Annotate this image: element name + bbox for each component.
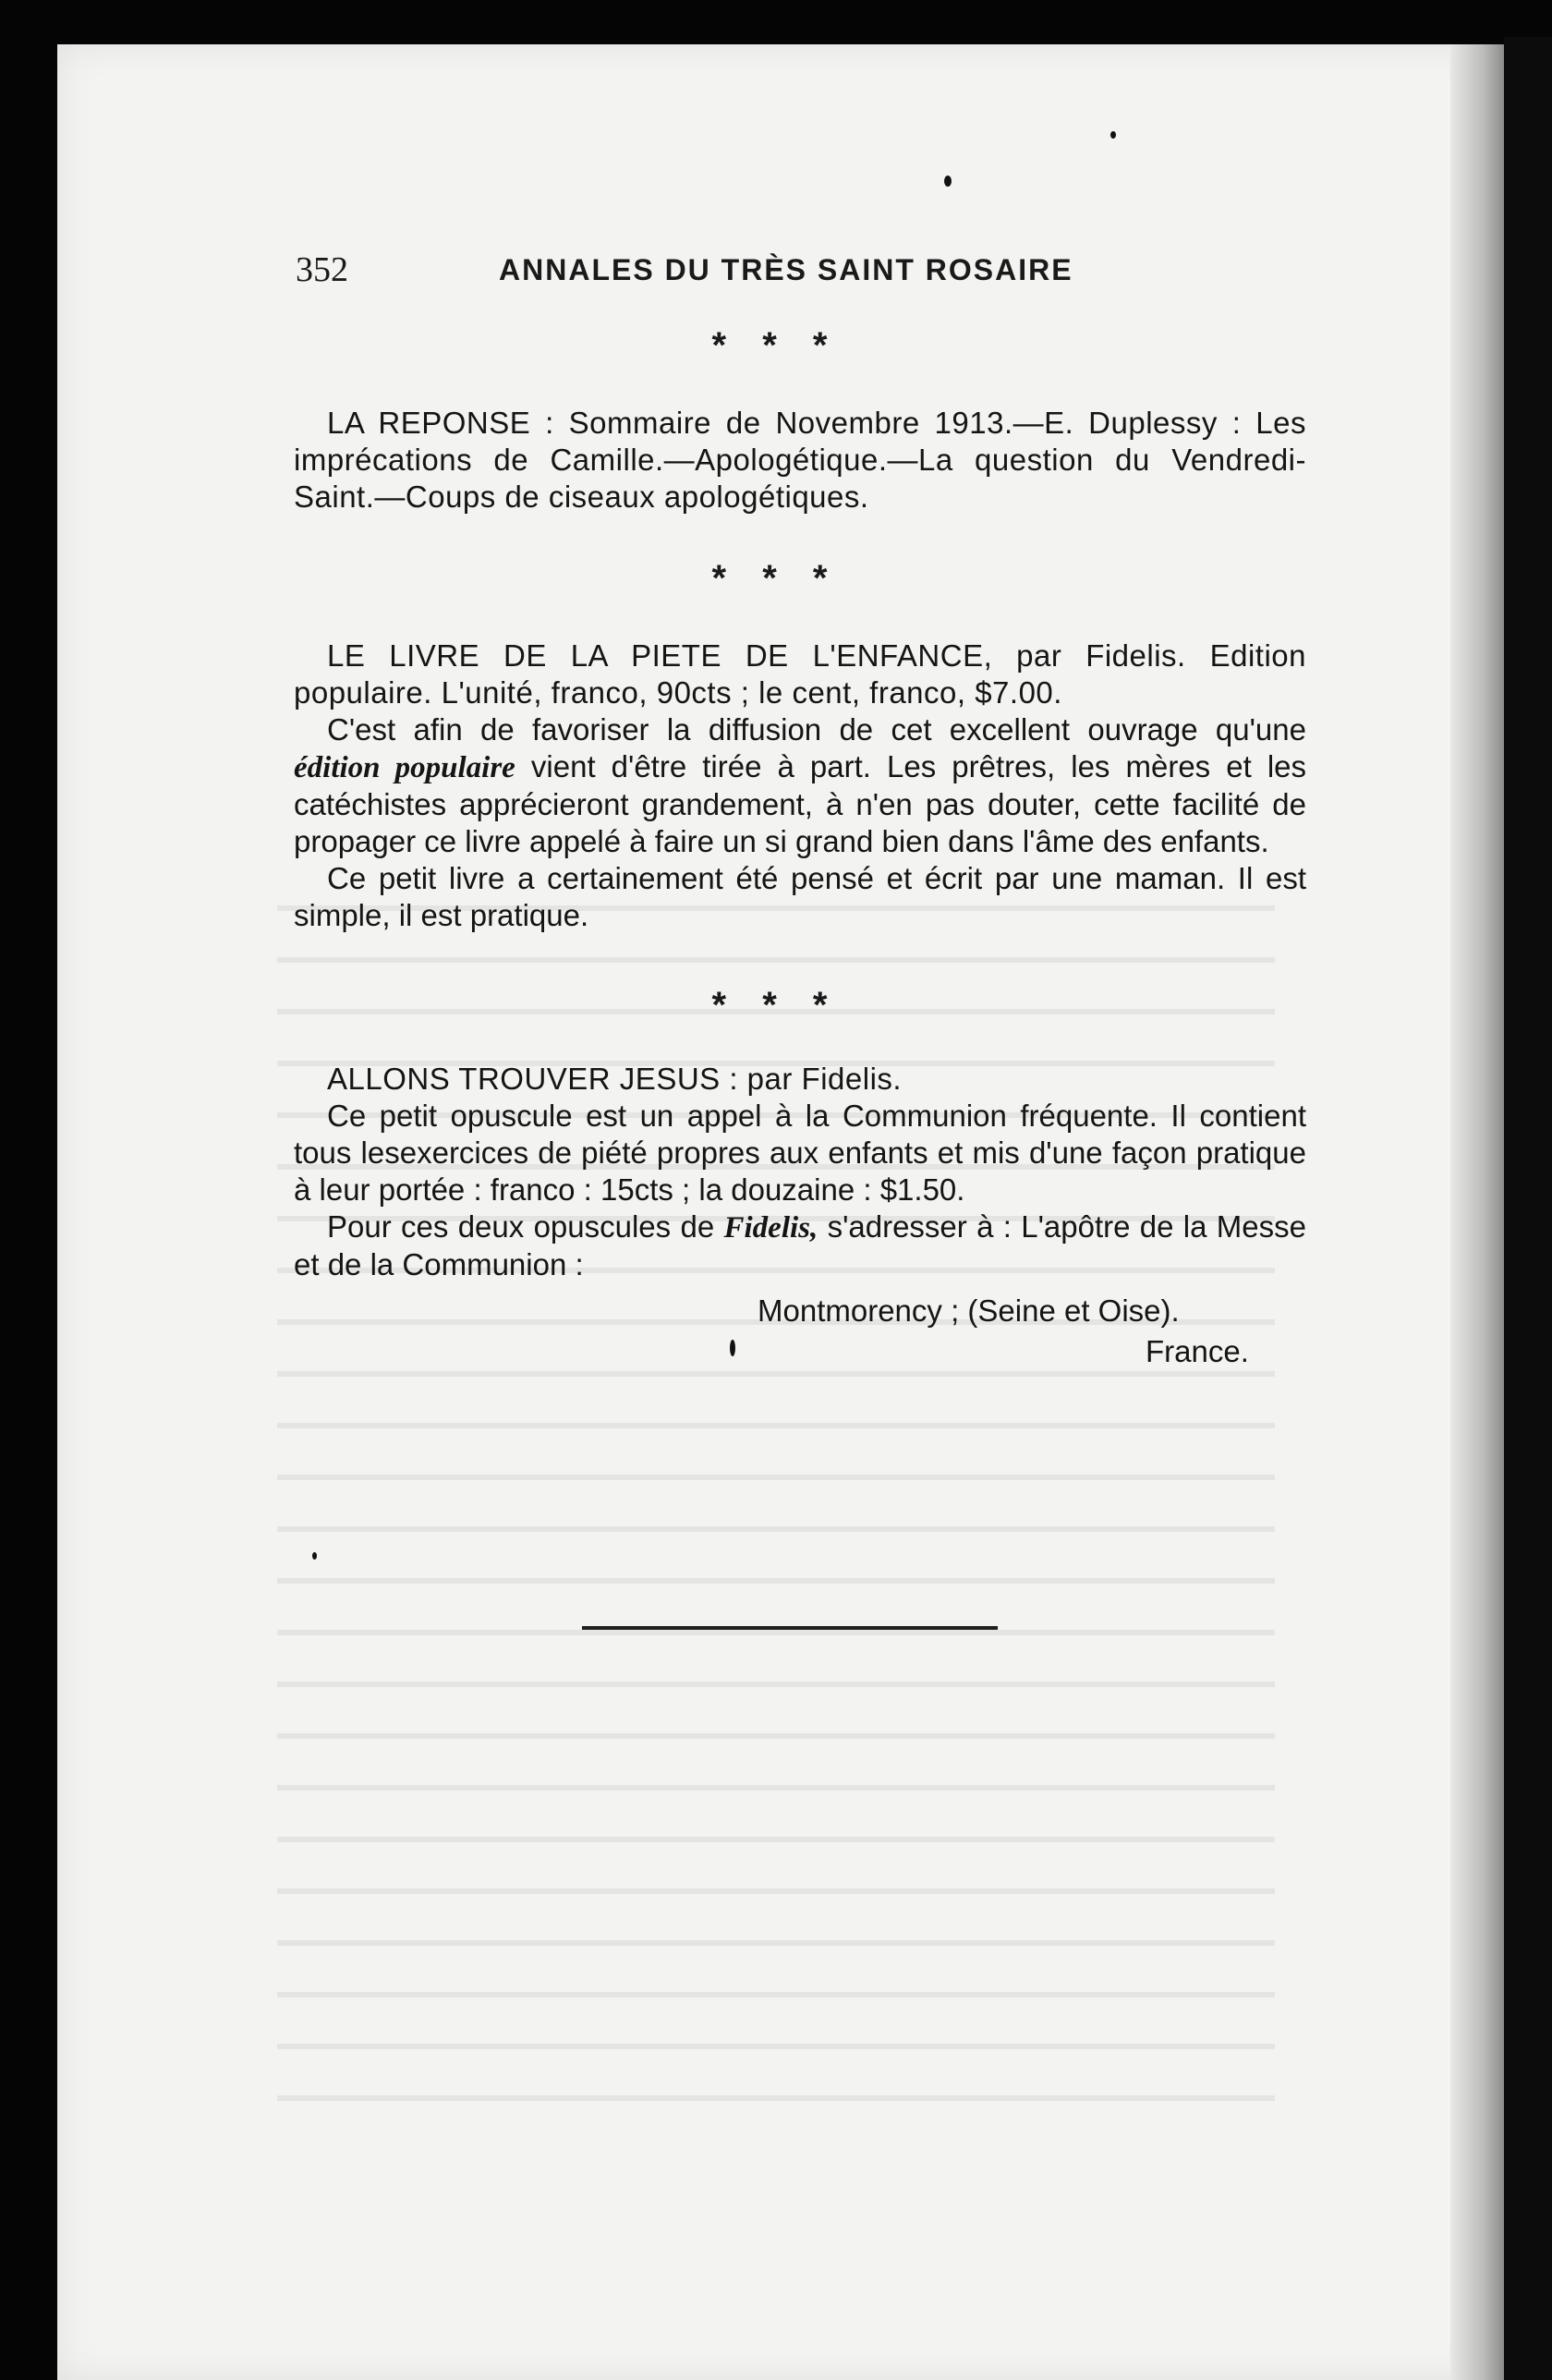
ink-speck	[730, 1340, 735, 1356]
reponse-notice	[294, 405, 1306, 516]
fidelis-italic: Fidelis,	[723, 1211, 818, 1245]
livre-paragraph-1: C'est afin de favoriser la diffusion de cet excellent ouvrage qu'une édition populaire vient d'être tirée à part. Les prêtres, les mères et les catéchistes apprécieront grandement, à n'en pas douter, cette facilité de propager ce livre appelé à faire un si grand bien dans l'âme des enfants.	[294, 712, 1307, 858]
running-head: ANNALES DU TRÈS SAINT ROSAIRE	[499, 253, 1073, 286]
section-separator: * * *	[711, 985, 841, 1026]
page-gutter	[1450, 44, 1504, 2380]
ink-speck	[1110, 131, 1116, 139]
livre-paragraph-2: Ce petit livre a certainement été pensé et écrit par une maman. Il est simple, il est pratique.	[294, 861, 1306, 932]
page-number: 352	[296, 250, 348, 289]
page-header	[296, 249, 1312, 289]
ink-speck	[312, 1552, 317, 1560]
ink-speck	[944, 176, 952, 187]
edition-populaire-italic: édition populaire	[294, 751, 515, 784]
livre-lead: LE LIVRE DE LA PIETE DE L'ENFANCE, par Fidelis. Edition populaire. L'unité, franco, 90cts ; le cent, franco, $7.00.	[294, 638, 1306, 710]
allons-lead: ALLONS TROUVER JESUS : par Fidelis.	[327, 1062, 903, 1096]
address-line-1: Montmorency ; (Seine et Oise).	[758, 1293, 1180, 1328]
section-separator: * * *	[711, 558, 841, 599]
address-line-2: France.	[1146, 1334, 1249, 1368]
livre-notice	[294, 638, 1306, 934]
facing-page-edge	[1504, 37, 1552, 2380]
horizontal-rule	[582, 1626, 998, 1630]
section-separator: * * *	[711, 325, 841, 366]
reponse-text: LA REPONSE : Sommaire de Novembre 1913.—E. Duplessy : Les imprécations de Camille.—Apologétique.—La question du Vendredi-Saint.—Coups de ciseaux apologétiques.	[294, 406, 1306, 514]
allons-notice	[294, 1061, 1306, 1283]
allons-paragraph-1: Ce petit opuscule est un appel à la Communion fréquente. Il contient tous lesexercices de piété propres aux enfants et mis d'une façon pratique à leur portée : franco : 15cts ; la douzaine : $1.50.	[294, 1099, 1306, 1207]
allons-paragraph-2: Pour ces deux opuscules de Fidelis, s'adresser à : L'apôtre de la Messe et de la Communion :	[294, 1209, 1306, 1281]
